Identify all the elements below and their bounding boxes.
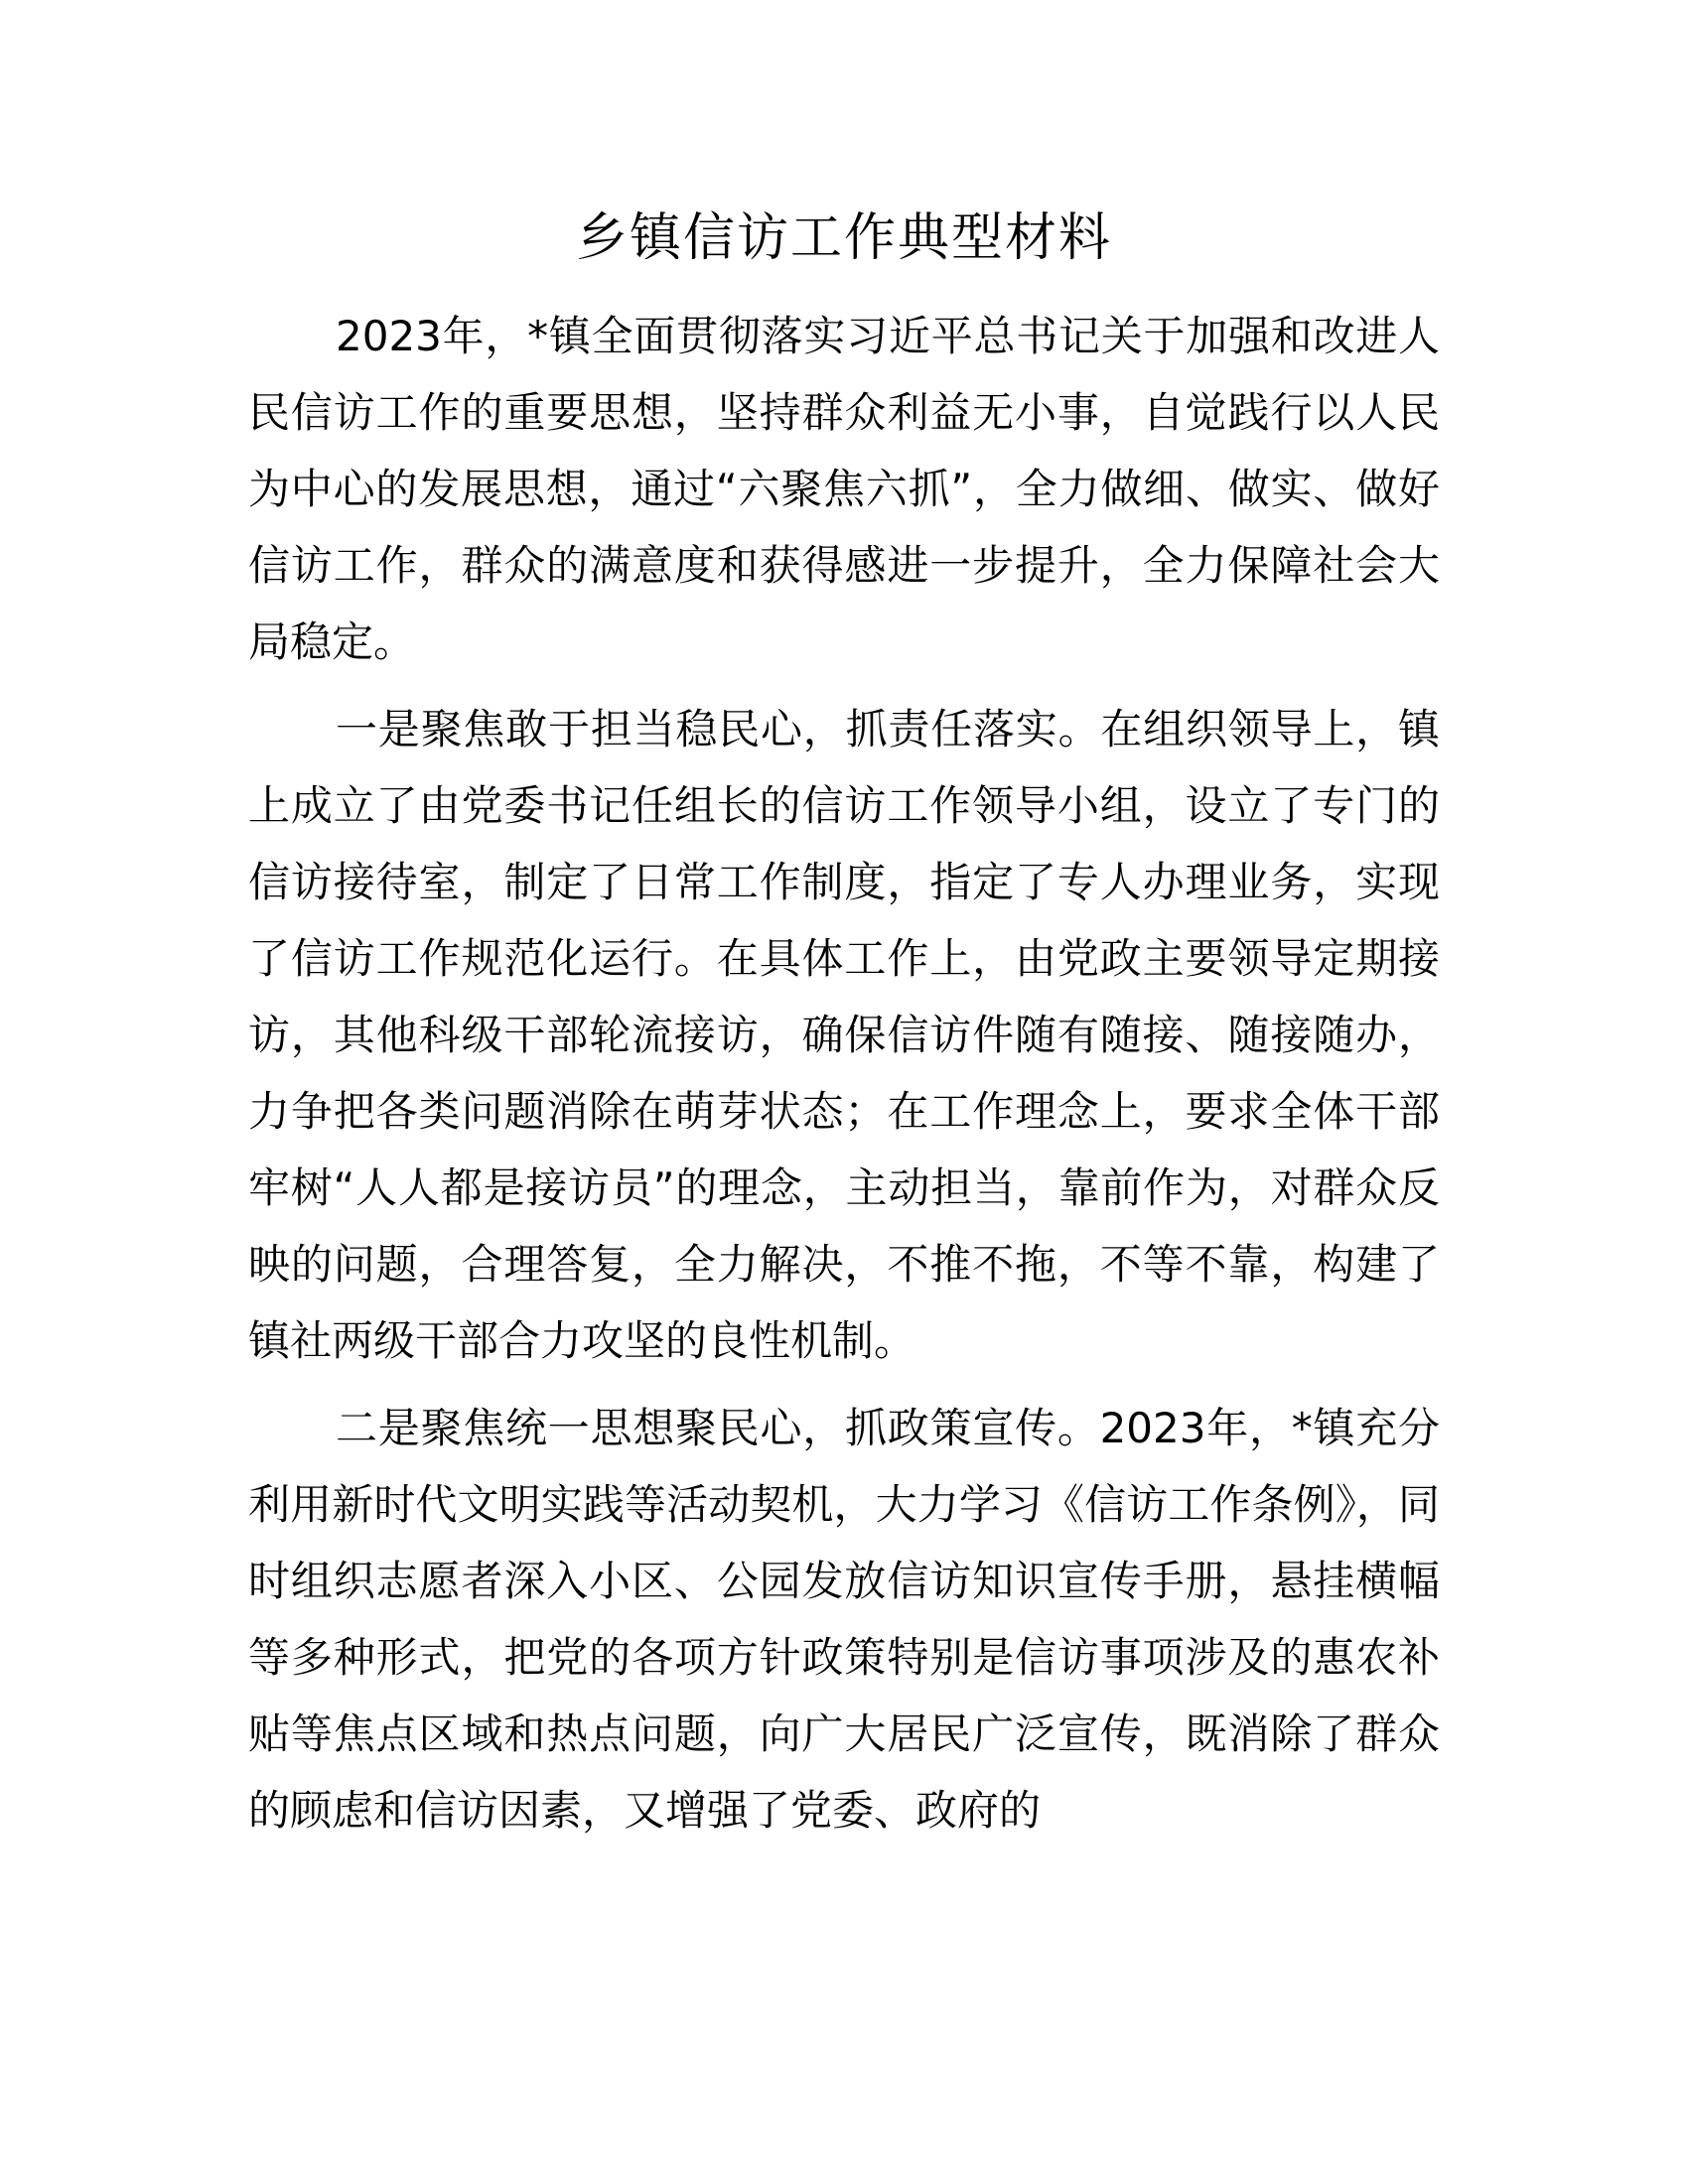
paragraph-intro: 2023年，*镇全面贯彻落实习近平总书记关于加强和改进人民信访工作的重要思想，坚持群众利益无小事，自觉践行以人民为中心的发展思想，通过“六聚焦六抓”，全力做细、做实、做好信访工作，群众的满意度和获得感进一步提升，全力保障社会大局稳定。	[248, 312, 1440, 666]
paragraph-policy-publicity: 二是聚焦统一思想聚民心，抓政策宣传。2023年，*镇充分利用新时代文明实践等活动契机，大力学习《信访工作条例》，同时组织志愿者深入小区、公园发放信访知识宣传手册，悬挂横幅等多种形式，把党的各项方针政策特别是信访事项涉及的惠农补贴等焦点区域和热点问题，向广大居民广泛宣传，既消除了群众的顾虑和信访因素，又增强了党委、政府的	[248, 1404, 1440, 1835]
document-body	[248, 298, 1440, 1859]
paragraph-responsibility: 一是聚焦敢于担当稳民心，抓责任落实。在组织领导上，镇上成立了由党委书记任组长的信访工作领导小组，设立了专门的信访接待室，制定了日常工作制度，指定了专人办理业务，实现了信访工作规范化运行。在具体工作上，由党政主要领导定期接访，其他科级干部轮流接访，确保信访件随有随接、随接随办，力争把各类问题消除在萌芽状态；在工作理念上，要求全体干部牢树“人人都是接访员”的理念，主动担当，靠前作为，对群众反映的问题，合理答复，全力解决，不推不拖，不等不靠，构建了镇社两级干部合力攻坚的良性机制。	[248, 705, 1440, 1365]
document-title: 乡镇信访工作典型材料	[575, 208, 1112, 268]
